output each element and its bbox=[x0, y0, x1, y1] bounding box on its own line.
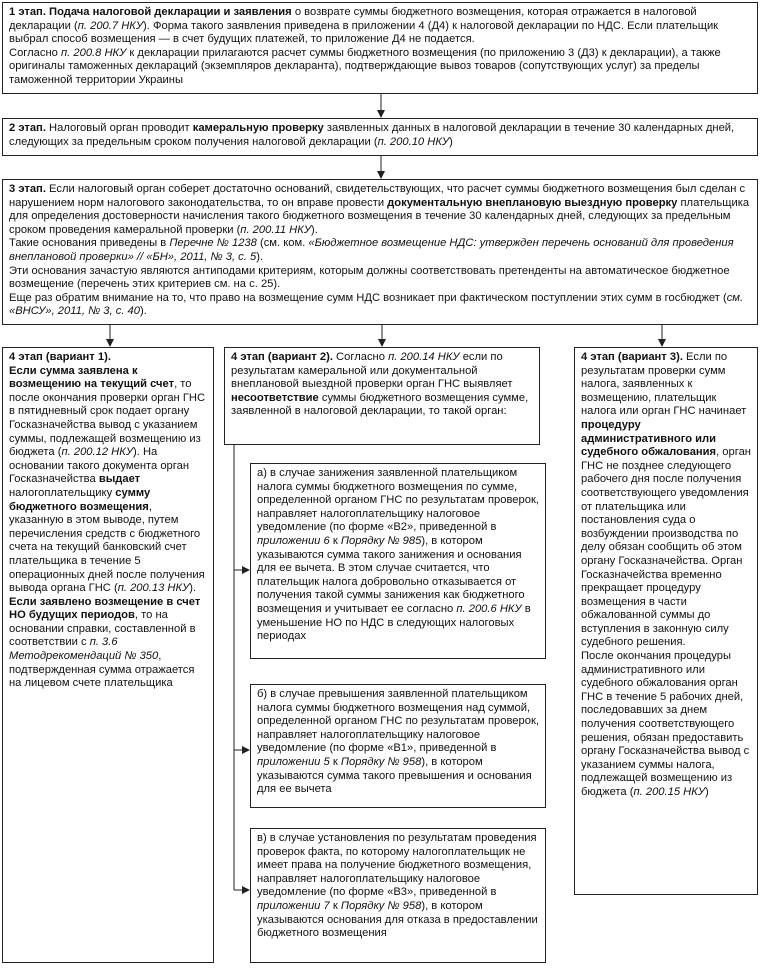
variant2-sub-c-box bbox=[250, 828, 546, 963]
ref-link: п. 200.6 НКУ bbox=[456, 602, 522, 615]
variant2-text: 4 этап (вариант 2). Согласно п. 200.14 НКУ если по результатам камеральной или документальной внеплановой выездной проверки орган ГНС выявляет несоответствие суммы бюджетного возмещения сумме, заявленной в налоговой декларации, то такой орган: bbox=[231, 351, 529, 418]
stage2-box bbox=[2, 118, 758, 156]
variant1-box bbox=[2, 347, 214, 963]
ref-link: п. 200.7 НКУ bbox=[77, 19, 144, 32]
variant2-box bbox=[224, 347, 540, 445]
ref-link: п. 200.11 НКУ bbox=[240, 223, 311, 236]
sub-c-text: в) в случае установления по результатам проведения проверок факта, по которому налогоплательщик не имеет права на получение бюджетного возмещения, направляет налогоплательщику налоговое уведомление (по форме «В3», приведенной в приложении 7 к Порядку № 958), в котором указываются основания для отказа в предоставлении бюджетного возмещения bbox=[257, 832, 538, 940]
ref-link: п. 200.10 НКУ bbox=[377, 135, 450, 148]
ref-link: п. 3.6 Методрекомендаций № 350 bbox=[9, 636, 159, 663]
ref-link: п. 200.15 НКУ bbox=[633, 786, 705, 798]
stage1-box bbox=[2, 2, 758, 94]
variant2-title: 4 этап (вариант 2). bbox=[231, 351, 333, 363]
ref-link: приложении 6 bbox=[257, 534, 330, 547]
ref-link: приложении 7 bbox=[257, 899, 330, 912]
variant1-text: 4 этап (вариант 1). Если сумма заявлена к возмещению на текущий счет, то после окончания проверки орган ГНС в пятидневный срок подает органу Госказначейства вывод с указанием суммы, подлежащей возмещению из бюджета (п. 200.12 НКУ). На основании такого документа орган Госказначейства выдает налогоплательщику сумму бюджетного возмещения, указанную в этом выводе, путем перечисления средств с бюджетного счета на текущий банковский счет плательщика в течение 5 операционных дней после получения вывода органа ГНС (п. 200.13 НКУ). Если заявлено возмещение в счет НО будущих периодов, то на основании справки, составленной в соответствии с п. 3.6 Методрекомендаций № 350, подтвержденная сумма отражается на лицевом счете плательщика bbox=[9, 351, 206, 690]
variant3-title: 4 этап (вариант 3). bbox=[581, 351, 683, 363]
ref-link: см. «ВНСУ», 2011, № 3, с. 40 bbox=[9, 291, 744, 318]
sub-b-text: б) в случае превышения заявленной плательщиком налога суммы бюджетного возмещения над суммой, определенной органом ГНС по результатам проверок, направляет налогоплательщику налоговое уведомление (по форме «В1», приведенной в приложении 5 к Порядку № 958), в котором указываются сумма такого превышения и основания для ее вычета bbox=[257, 688, 539, 796]
ref-link: п. 200.14 НКУ bbox=[388, 351, 460, 363]
stage3-box bbox=[2, 179, 758, 325]
ref-link: Порядку № 958 bbox=[340, 899, 422, 912]
stage3-title: 3 этап. bbox=[9, 183, 46, 195]
ref-link: п. 200.8 НКУ bbox=[61, 46, 127, 59]
stage1-text: 1 этап. Подача налоговой декларации и заявления о возврате суммы бюджетного возмещения, которая отражается в налоговой декларации (п. 200.7 НКУ). Форма такого заявления приведена в приложении 4 (Д4) к налоговой декларации по НДС. Если плательщик выбрал способ возмещения — в счет будущих платежей, то приложение Д4 не подается. Согласно п. 200.8 НКУ к декларации прилагаются расчет суммы бюджетного возмещения (по приложению 3 (Д3) к декларации), а также оригиналы таможенных деклараций (экземпляров декларанта), подтверждающие вывоз товаров (сопутствующих услуг) за пределы таможенной территории Украины bbox=[9, 6, 721, 86]
variant2-sub-b-box bbox=[250, 684, 546, 808]
stage3-text: 3 этап. Если налоговый орган соберет достаточно оснований, свидетельствующих, что расчет суммы бюджетного возмещения был сделан с нарушением норм налогового законодательства, то он вправе провести документальную внеплановую выездную проверку плательщика для определения достоверности начисления такого бюджетного возмещения в течение 30 календарных дней, следующих за предельным сроком проведения камеральной проверки (п. 200.11 НКУ). Такие основания приведены в Перечне № 1238 (см. ком. «Бюджетное возмещение НДС: утвержден перечень оснований для проведения внеплановой проверки» // «БН», 2011, № 3, с. 5). Эти основания зачастую являются антиподами критериям, которым должны соответствовать претенденты на автоматическое бюджетное возмещение (перечень этих критериев см. на с. 25). Еще раз обратим внимание на то, что право на возмещение сумм НДС возникает при фактическом поступлении этих сумм в госбюджет (см. «ВНСУ», 2011, № 3, с. 40). bbox=[9, 183, 750, 318]
ref-link: «Бюджетное возмещение НДС: утвержден перечень оснований для проведения внеплановой проверки» // «БН», 2011, № 3, с. 5 bbox=[9, 237, 734, 263]
ref-link: Порядку № 985 bbox=[340, 534, 422, 547]
variant3-box bbox=[574, 347, 758, 895]
ref-link: Порядку № 958 bbox=[340, 755, 422, 768]
stage2-text: 2 этап. Налоговый орган проводит камеральную проверку заявленных данных в налоговой декларации в течение 30 календарных дней, следующих за предельным сроком получения налоговой декларации (п. 200.10 НКУ) bbox=[9, 122, 735, 148]
variant2-sub-a-box bbox=[250, 463, 546, 659]
variant3-text: 4 этап (вариант 3). Если по результатам проверки сумм налога, заявленных к возмещению, плательщик налога или орган ГНС начинает процедуру административного или судебного обжалования, орган ГНС не позднее следующего рабочего дня после получения соответствующего уведомления от плательщика или постановления суда о возбуждении производства по делу обязан сообщить об этом органу Госказначейства. Орган Госказначейства временно прекращает процедуру возмещения в части обжалованной суммы до вступления в законную силу судебного решения. После окончания процедуры административного или судебного обжалования орган ГНС в течение 5 рабочих дней, последовавших за днем получения соответствующего решения, обязан предоставить органу Госказначейства вывод с указанием суммы налога, подлежащей возмещению из бюджета (п. 200.15 НКУ) bbox=[581, 351, 751, 798]
ref-link: Перечне № 1238 bbox=[169, 237, 257, 250]
stage2-title: 2 этап. bbox=[9, 122, 46, 134]
ref-link: п. 200.12 НКУ bbox=[61, 446, 133, 459]
sub-a-text: а) в случае занижения заявленной плательщиком налога суммы бюджетного возмещения по сумме, определенной органом ГНС по результатам проверок, направляет налогоплательщику налоговое уведомление (по форме «В2», приведенной в приложении 6 к Порядку № 985), в котором указываются сумма такого занижения и основания для ее вычета. В этом случае считается, что плательщик налога добровольно отказывается от получения такой суммы занижения как бюджетного возмещения и учитывает ее согласно п. 200.6 НКУ в уменьшение НО по НДС в следующих налоговых периодах bbox=[257, 467, 539, 643]
ref-link: п. 200.13 НКУ bbox=[117, 582, 190, 595]
ref-link: приложении 5 bbox=[257, 755, 330, 768]
variant1-title: 4 этап (вариант 1). bbox=[9, 351, 111, 363]
stage1-title: 1 этап. Подача налоговой декларации и заявления bbox=[9, 6, 292, 18]
